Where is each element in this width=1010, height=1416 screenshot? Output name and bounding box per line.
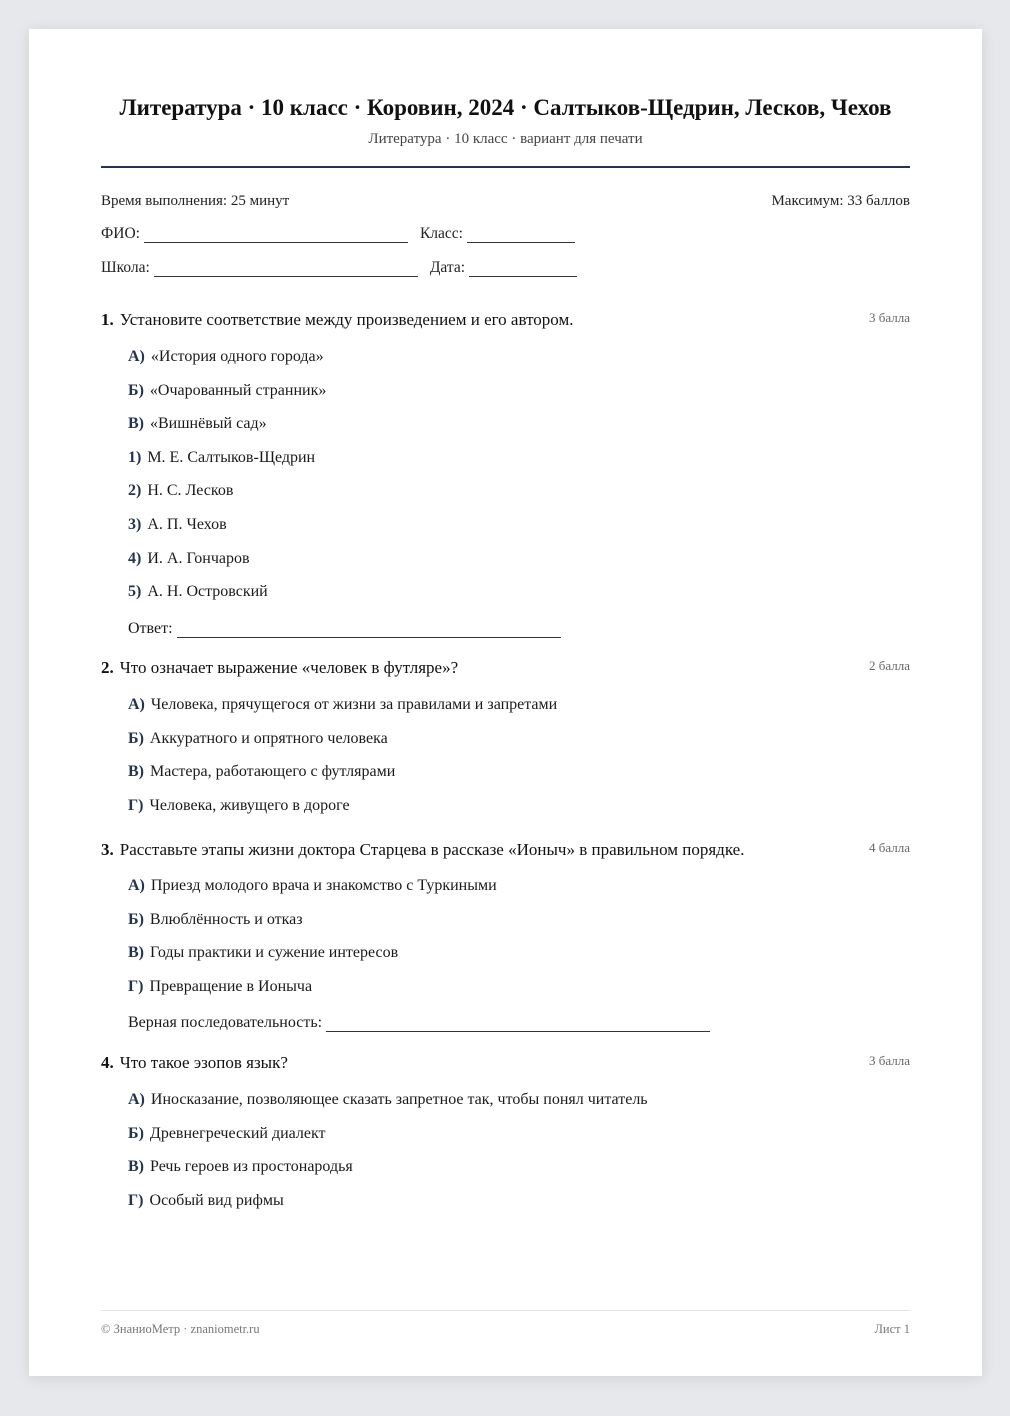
question-4 — [101, 1053, 910, 1224]
time-limit: Время выполнения: 25 минут — [101, 193, 290, 209]
option-item[interactable] — [101, 910, 910, 944]
school-row — [101, 259, 577, 277]
option-letter: 4) — [128, 549, 142, 567]
option-text: Годы практики и сужение интересов — [150, 944, 399, 962]
date-field[interactable] — [469, 262, 577, 277]
date-label: Дата: — [429, 259, 466, 276]
option-item[interactable] — [101, 729, 910, 763]
option-text: Человека, живущего в дороге — [149, 796, 350, 814]
question-header — [101, 658, 910, 680]
question-text: Что такое эзопов язык? — [119, 1053, 288, 1072]
option-letter: А) — [128, 877, 145, 894]
option-text: Иносказание, позволяющее сказать запретное так, чтобы понял читатель — [150, 1091, 648, 1108]
question-2 — [101, 658, 910, 829]
option-letter: Г) — [128, 977, 144, 995]
option-letter: В) — [128, 944, 144, 962]
option-letter: В) — [128, 415, 144, 433]
option-item[interactable] — [101, 762, 910, 796]
option-letter: Б) — [128, 1124, 144, 1142]
option-item[interactable] — [101, 876, 910, 910]
answer-field[interactable] — [326, 1017, 710, 1032]
option-text: И. А. Гончаров — [147, 549, 250, 567]
option-item[interactable] — [101, 549, 910, 583]
question-number: 2. — [101, 658, 114, 677]
page-footer — [101, 1322, 910, 1337]
option-item[interactable] — [101, 977, 910, 1011]
answer-row — [101, 616, 910, 638]
option-text: Речь героев из простонародья — [150, 1158, 353, 1176]
option-letter: А) — [128, 696, 145, 713]
question-text: Расставьте этапы жизни доктора Старцева в рассказе «Ионыч» в правильном порядке. — [119, 840, 745, 859]
option-text: А. П. Чехов — [147, 515, 227, 533]
question-points: 3 балла — [869, 1053, 910, 1068]
question-points: 4 балла — [869, 840, 910, 855]
question-number: 4. — [101, 1053, 114, 1072]
option-item[interactable] — [101, 695, 910, 729]
option-text: А. Н. Островский — [147, 583, 268, 601]
option-letter: В) — [128, 763, 144, 781]
option-item[interactable] — [101, 481, 910, 515]
question-text: Что означает выражение «человек в футляре»? — [119, 658, 459, 677]
footer-copyright: © ЗнаниоМетр · znaniometr.ru — [101, 1322, 260, 1336]
option-letter: А) — [128, 1091, 145, 1108]
school-label: Школа: — [101, 259, 150, 276]
option-item[interactable] — [101, 1157, 910, 1191]
question-header — [101, 1053, 910, 1075]
option-letter: Б) — [128, 910, 144, 928]
answer-row — [101, 1010, 910, 1032]
meta-row — [101, 193, 910, 210]
option-item[interactable] — [101, 414, 910, 448]
footer-divider — [101, 1310, 910, 1311]
option-letter: 1) — [128, 448, 142, 466]
option-text: Аккуратного и опрятного человека — [149, 729, 388, 747]
option-text: Превращение в Ионыча — [149, 977, 313, 995]
option-text: Мастера, работающего с футлярами — [150, 763, 396, 781]
option-text: Н. С. Лесков — [147, 482, 234, 500]
option-text: «Очарованный странник» — [149, 381, 327, 399]
class-field[interactable] — [467, 228, 575, 243]
option-item[interactable] — [101, 1124, 910, 1158]
option-letter: Б) — [128, 381, 144, 399]
question-header — [101, 840, 910, 862]
page-title: Литература · 10 класс · Коровин, 2024 · Салтыков-Щедрин, Лесков, Чехов — [119, 95, 892, 120]
page-subtitle: Литература · 10 класс · вариант для печати — [368, 131, 643, 147]
page-number: Лист 1 — [874, 1322, 910, 1336]
answer-field[interactable] — [177, 623, 561, 638]
option-item[interactable] — [101, 796, 910, 830]
question-points: 3 балла — [869, 310, 910, 325]
question-points: 2 балла — [869, 658, 910, 673]
option-item[interactable] — [101, 1090, 910, 1124]
school-field[interactable] — [154, 262, 418, 277]
option-letter: 3) — [128, 515, 142, 533]
option-text: Древнегреческий диалект — [149, 1124, 326, 1142]
question-1 — [101, 310, 910, 638]
option-item[interactable] — [101, 448, 910, 482]
answer-label: Ответ: — [128, 619, 173, 637]
option-letter: 5) — [128, 583, 142, 601]
option-text: М. Е. Салтыков-Щедрин — [147, 448, 316, 466]
option-text: Человека, прячущегося от жизни за правилами и запретами — [150, 696, 558, 713]
class-label: Класс: — [419, 225, 463, 242]
option-item[interactable] — [101, 515, 910, 549]
question-3 — [101, 840, 910, 1032]
option-text: «Вишнёвый сад» — [150, 415, 267, 433]
option-letter: 2) — [128, 482, 142, 500]
header-divider — [101, 166, 910, 168]
answer-label: Верная последовательность: — [128, 1014, 323, 1032]
option-letter: Б) — [128, 729, 144, 747]
fio-row — [101, 225, 575, 243]
option-item[interactable] — [101, 582, 910, 616]
option-item[interactable] — [101, 1191, 910, 1225]
option-item[interactable] — [101, 347, 910, 381]
option-text: Приезд молодого врача и знакомство с Туркиными — [150, 877, 497, 894]
page-content — [101, 29, 910, 1376]
question-header — [101, 310, 910, 332]
option-letter: Г) — [128, 1191, 144, 1209]
question-text: Установите соответствие между произведением и его автором. — [119, 310, 574, 329]
option-letter: А) — [128, 348, 145, 365]
fio-label: ФИО: — [101, 225, 140, 242]
option-text: «История одного города» — [150, 348, 324, 365]
option-letter: В) — [128, 1158, 144, 1176]
option-text: Влюблённость и отказ — [149, 910, 303, 928]
max-score: Максимум: 33 баллов — [771, 193, 910, 209]
fio-field[interactable] — [144, 228, 408, 243]
option-item[interactable] — [101, 381, 910, 415]
option-item[interactable] — [101, 943, 910, 977]
worksheet-page — [29, 29, 982, 1376]
question-number: 3. — [101, 840, 114, 859]
question-number: 1. — [101, 310, 114, 329]
option-text: Особый вид рифмы — [149, 1191, 284, 1209]
option-letter: Г) — [128, 796, 144, 814]
